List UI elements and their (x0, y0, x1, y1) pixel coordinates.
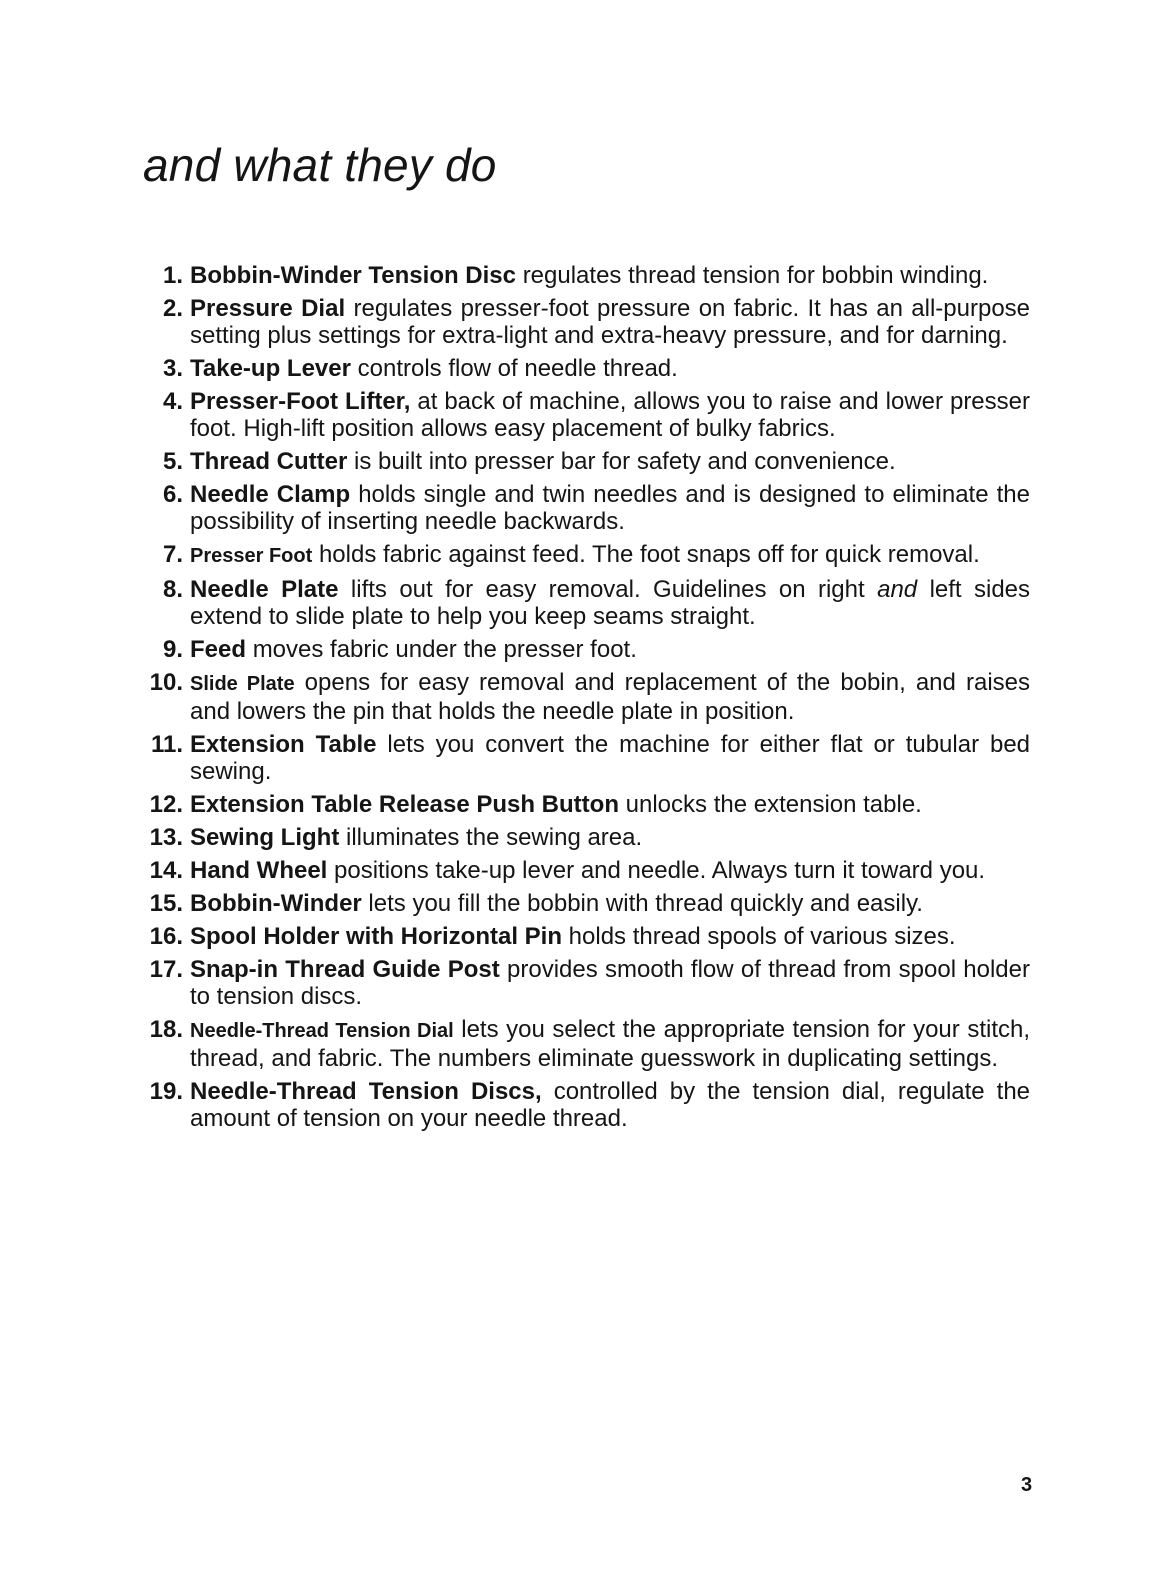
part-name: Thread Cutter (190, 448, 348, 475)
item-text (190, 1078, 1030, 1132)
part-description: lifts out for easy removal. Guidelines on right (350, 576, 865, 603)
part-name: Spool Holder with Horizontal Pin (190, 923, 562, 950)
list-item (138, 857, 1030, 884)
item-text (190, 890, 1030, 917)
part-description: regulates thread tension for bobbin winding. (522, 262, 989, 289)
part-description: controls flow of needle thread. (357, 355, 678, 382)
part-name: Feed (190, 636, 247, 663)
list-item (138, 636, 1030, 663)
part-description: holds fabric against feed. The foot snaps off for quick removal. (318, 541, 980, 568)
part-description: at back of machine, allows you to raise and lower presser foot. High-lift position allows easy placement of bulky fabrics. (190, 388, 1030, 442)
item-number: 16. (149, 923, 183, 950)
item-number: 6. (162, 481, 183, 508)
part-description: positions take-up lever and needle. Always turn it toward you. (334, 857, 986, 884)
list-item (138, 890, 1030, 917)
part-description: unlocks the extension table. (625, 791, 922, 818)
part-description: lets you select the appropriate tension for your stitch, thread, and fabric. The numbers eliminate guesswork in duplicating settings. (190, 1016, 1030, 1072)
part-description: is built into presser bar for safety and convenience. (354, 448, 896, 475)
item-number: 5. (162, 448, 183, 475)
item-text (190, 857, 1030, 884)
item-number: 7. (162, 541, 183, 568)
item-number: 15. (149, 890, 183, 917)
item-number: 14. (149, 857, 183, 884)
item-text (190, 576, 1030, 630)
list-item (138, 262, 1030, 289)
list-item (138, 576, 1030, 630)
part-name: Needle Clamp (190, 481, 351, 508)
list-item (138, 956, 1030, 1010)
part-description: holds single and twin needles and is designed to eliminate the possibility of inserting needle backwards. (190, 481, 1030, 535)
item-number: 17. (149, 956, 183, 983)
item-number: 2. (162, 295, 183, 322)
list-item (138, 669, 1030, 725)
item-text (190, 262, 1030, 289)
item-text (190, 1016, 1030, 1072)
part-description: provides smooth flow of thread from spool holder to tension discs. (190, 956, 1030, 1010)
list-item (138, 731, 1030, 785)
item-text (190, 923, 1030, 950)
list-item (138, 923, 1030, 950)
item-text (190, 669, 1030, 725)
part-name: Sewing Light (190, 824, 340, 851)
part-name: Take-up Lever (190, 355, 351, 382)
list-item (138, 481, 1030, 535)
part-name: Bobbin-Winder (190, 890, 362, 917)
list-item (138, 824, 1030, 851)
item-text (190, 355, 1030, 382)
part-name: Needle Plate (190, 576, 339, 603)
item-text (190, 956, 1030, 1010)
part-description: illuminates the sewing area. (346, 824, 643, 851)
item-text (190, 731, 1030, 785)
part-name: Needle-Thread Tension Discs, (190, 1078, 542, 1105)
item-number: 19. (149, 1078, 183, 1105)
item-number: 10. (149, 669, 183, 696)
item-text (190, 791, 1030, 818)
list-item (138, 295, 1030, 349)
item-number: 12. (149, 791, 183, 818)
part-description-continued: left sides extend to slide plate to help you keep seams straight. (190, 576, 1031, 630)
item-number: 13. (149, 824, 183, 851)
part-description: lets you fill the bobbin with thread quickly and easily. (368, 890, 923, 917)
part-name: Slide Plate (190, 673, 295, 695)
part-description: controlled by the tension dial, regulate the amount of tension on your needle thread. (190, 1078, 1031, 1132)
item-text (190, 541, 1030, 570)
page-number: 3 (1021, 1474, 1033, 1496)
part-name: Needle-Thread Tension Dial (190, 1020, 454, 1042)
part-name: Bobbin-Winder Tension Disc (190, 262, 517, 289)
item-number: 3. (162, 355, 183, 382)
item-number: 18. (149, 1016, 183, 1043)
list-item (138, 541, 1030, 570)
part-name: Extension Table (190, 731, 377, 758)
item-number: 8. (162, 576, 183, 603)
item-text (190, 388, 1030, 442)
item-number: 1. (162, 262, 183, 289)
item-text (190, 448, 1030, 475)
emphasis-text: and (877, 576, 918, 603)
part-name: Pressure Dial (190, 295, 346, 322)
item-text (190, 295, 1030, 349)
part-description: holds thread spools of various sizes. (568, 923, 956, 950)
list-item (138, 388, 1030, 442)
parts-list (138, 262, 1030, 1138)
part-description: regulates presser-foot pressure on fabric. It has an all-purpose setting plus settings for extra-light and extra-heavy pressure, and for darning. (190, 295, 1031, 349)
part-name: Snap-in Thread Guide Post (190, 956, 500, 983)
item-text (190, 481, 1030, 535)
part-name: Presser-Foot Lifter, (190, 388, 411, 415)
page-title: and what they do (143, 139, 497, 191)
list-item (138, 791, 1030, 818)
part-name: Hand Wheel (190, 857, 328, 884)
item-text (190, 636, 1030, 663)
part-name: Extension Table Release Push Button (190, 791, 619, 818)
list-item (138, 1016, 1030, 1072)
item-number: 9. (162, 636, 183, 663)
part-description: moves fabric under the presser foot. (252, 636, 637, 663)
part-name: Presser Foot (190, 545, 313, 567)
item-text (190, 824, 1030, 851)
item-number: 11. (150, 731, 183, 758)
list-item (138, 448, 1030, 475)
part-description: opens for easy removal and replacement of the bobin, and raises and lowers the pin that holds the needle plate in position. (190, 669, 1030, 725)
part-description: lets you convert the machine for either flat or tubular bed sewing. (190, 731, 1031, 785)
item-number: 4. (162, 388, 183, 415)
list-item (138, 1078, 1030, 1132)
list-item (138, 355, 1030, 382)
